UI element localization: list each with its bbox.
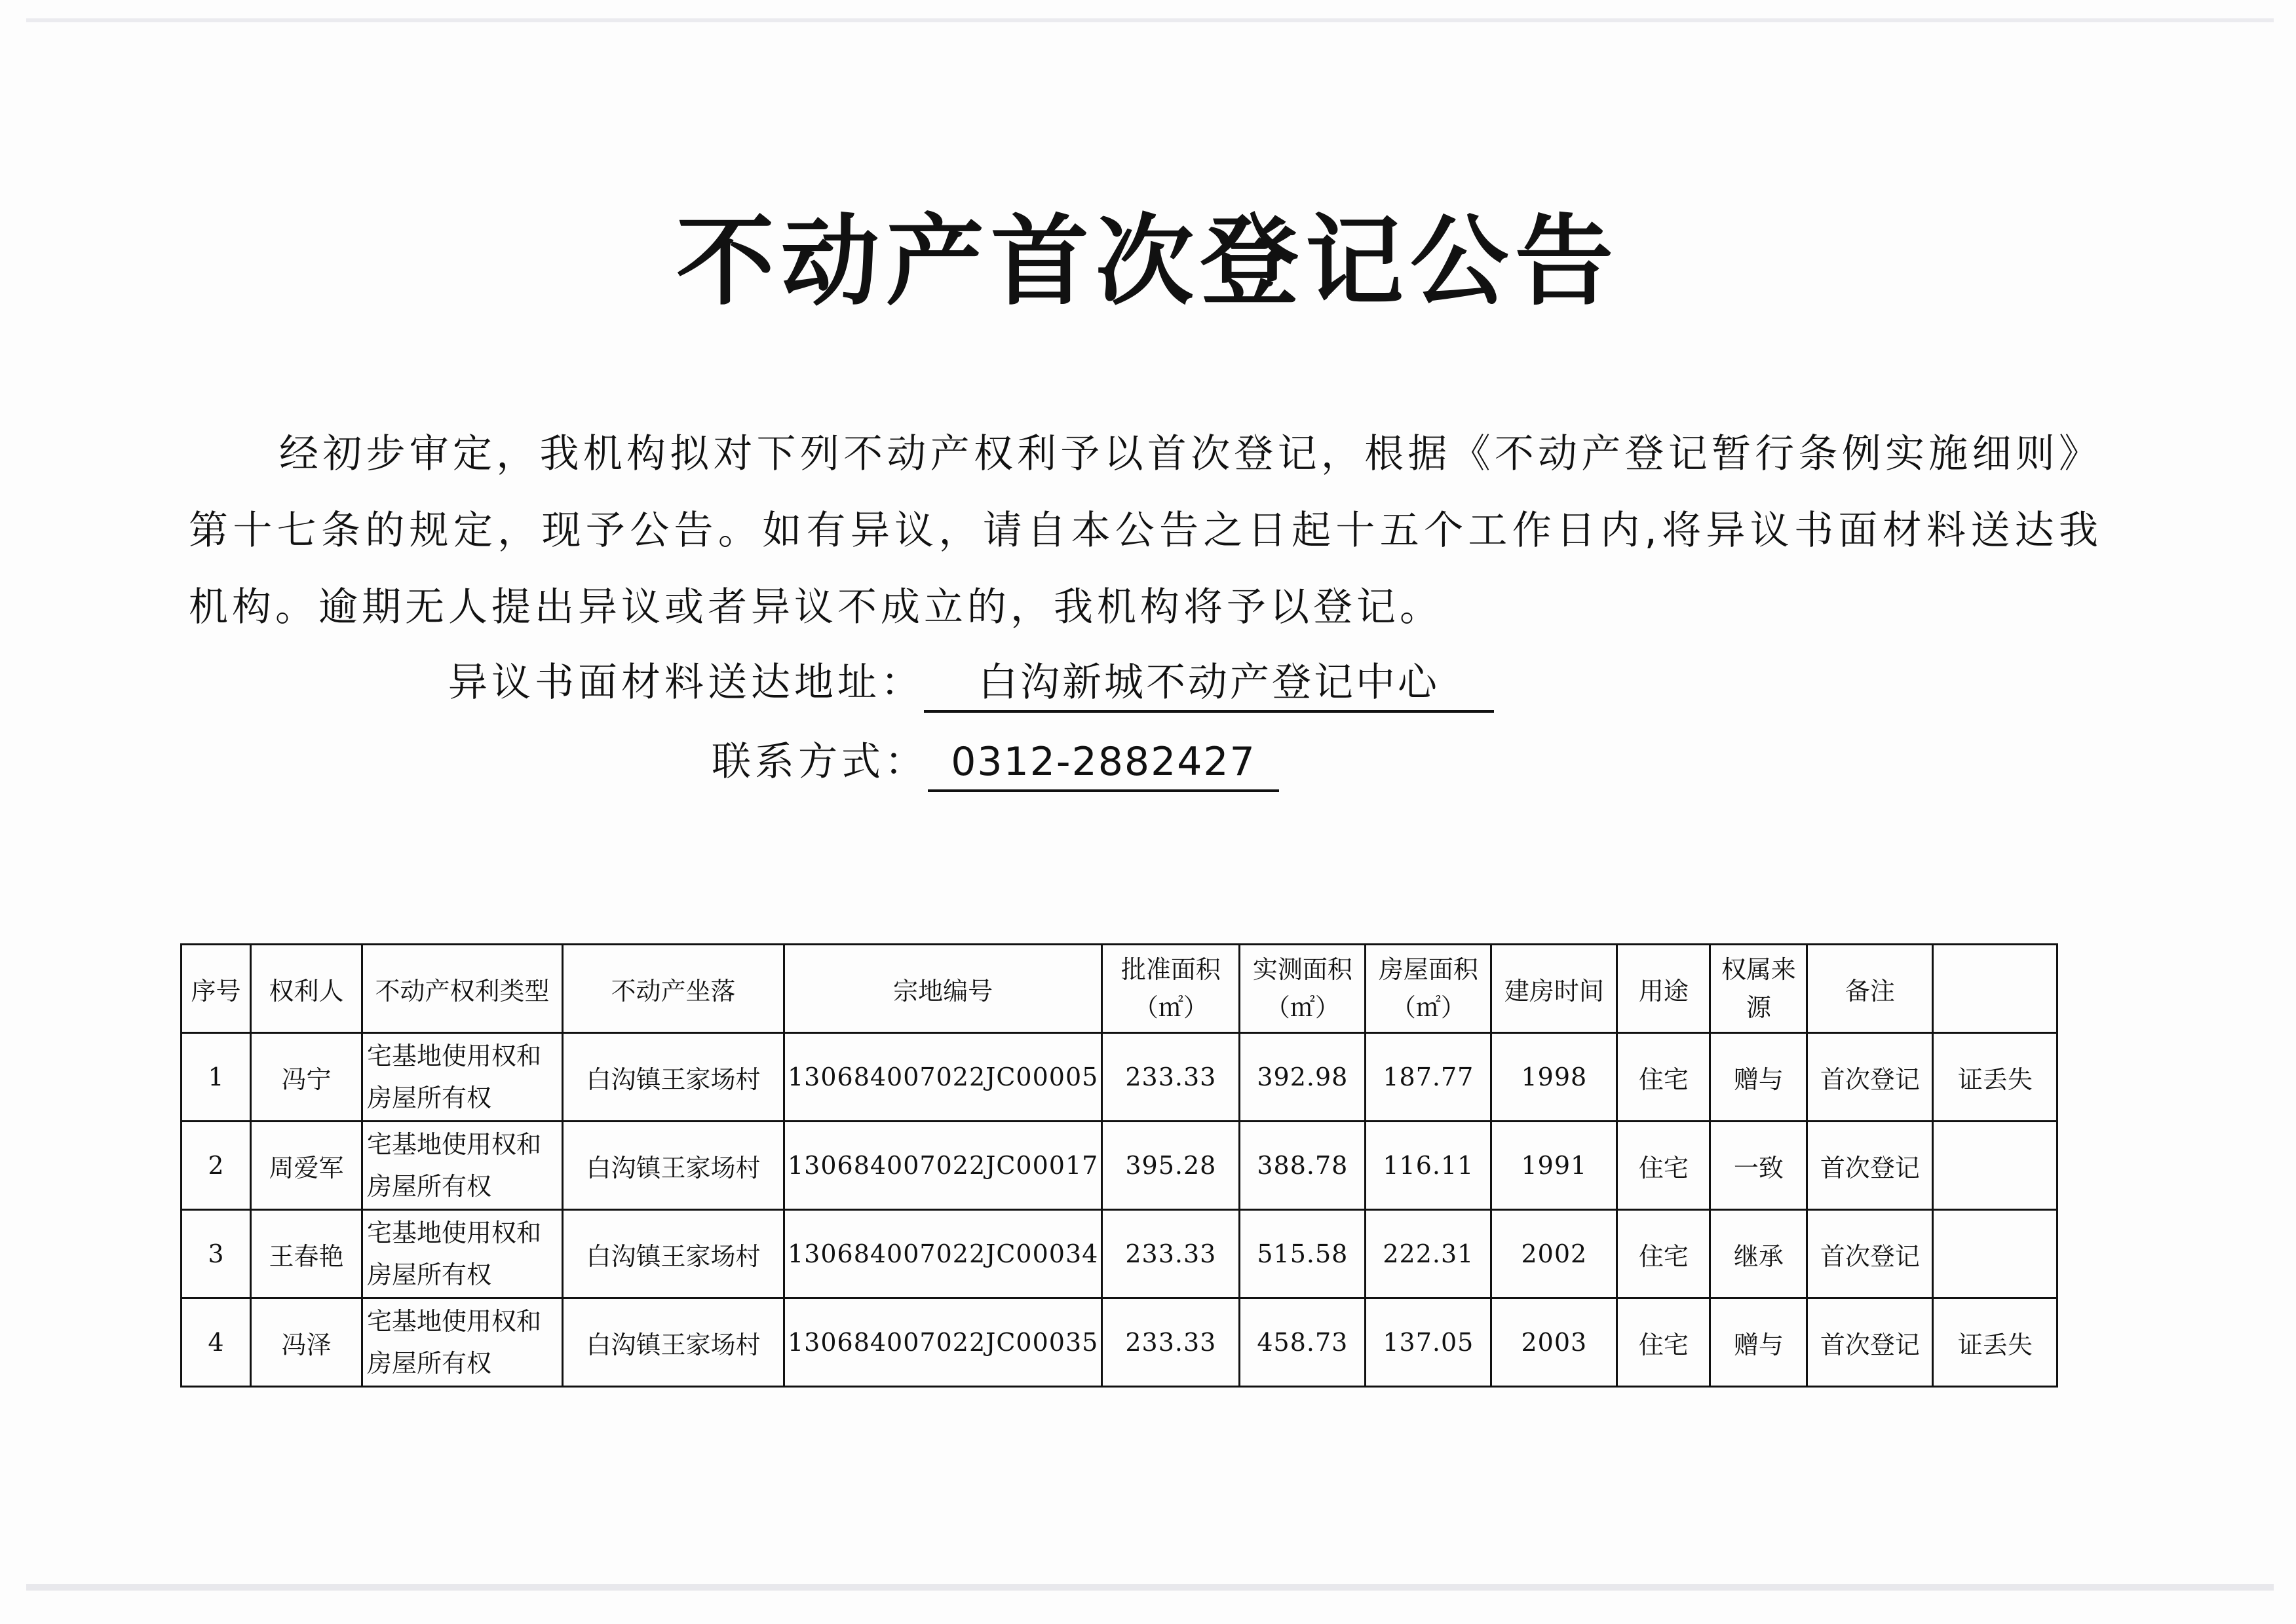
cell-extra xyxy=(1933,1122,2057,1210)
cell-house-area: 187.77 xyxy=(1366,1033,1491,1122)
cell-usage: 住宅 xyxy=(1617,1033,1710,1122)
cell-remark: 首次登记 xyxy=(1807,1122,1933,1210)
header-approved-area xyxy=(1102,945,1240,1033)
table-body xyxy=(182,1033,2057,1387)
table-row xyxy=(182,1210,2057,1298)
cell-ownership-source: 继承 xyxy=(1710,1210,1807,1298)
cell-remark: 首次登记 xyxy=(1807,1298,1933,1387)
table-header-row xyxy=(182,945,2057,1033)
header-house-area xyxy=(1366,945,1491,1033)
cell-seq: 1 xyxy=(182,1033,251,1122)
cell-house-area: 137.05 xyxy=(1366,1298,1491,1387)
cell-seq: 2 xyxy=(182,1122,251,1210)
cell-measured-area: 388.78 xyxy=(1240,1122,1366,1210)
cell-usage: 住宅 xyxy=(1617,1298,1710,1387)
header-ownership-source: 权属来源 xyxy=(1710,945,1807,1033)
table-row xyxy=(182,1298,2057,1387)
cell-owner: 王春艳 xyxy=(251,1210,362,1298)
header-build-year: 建房时间 xyxy=(1491,945,1617,1033)
cell-measured-area: 392.98 xyxy=(1240,1033,1366,1122)
cell-measured-area: 458.73 xyxy=(1240,1298,1366,1387)
objection-address-value: 白沟新城不动产登记中心 xyxy=(924,655,1494,713)
cell-location: 白沟镇王家场村 xyxy=(563,1210,784,1298)
cell-parcel-no: 130684007022JC00017 xyxy=(784,1122,1102,1210)
cell-extra: 证丢失 xyxy=(1933,1298,2057,1387)
cell-extra xyxy=(1933,1210,2057,1298)
cell-right-type: 宅基地使用权和房屋所有权 xyxy=(362,1210,563,1298)
table-row xyxy=(182,1122,2057,1210)
cell-build-year: 1991 xyxy=(1491,1122,1617,1210)
cell-approved-area: 233.33 xyxy=(1102,1298,1240,1387)
cell-build-year: 2002 xyxy=(1491,1210,1617,1298)
cell-approved-area: 233.33 xyxy=(1102,1210,1240,1298)
cell-house-area: 116.11 xyxy=(1366,1122,1491,1210)
cell-parcel-no: 130684007022JC00005 xyxy=(784,1033,1102,1122)
header-parcel-no: 宗地编号 xyxy=(784,945,1102,1033)
objection-address-row xyxy=(448,653,1494,713)
cell-parcel-no: 130684007022JC00035 xyxy=(784,1298,1102,1387)
objection-address-label: 异议书面材料送达地址： xyxy=(448,660,924,706)
header-remark: 备注 xyxy=(1807,945,1933,1033)
contact-value: 0312-2882427 xyxy=(928,734,1279,792)
header-house-area-label: 房屋面积 xyxy=(1378,955,1478,984)
cell-ownership-source: 赠与 xyxy=(1710,1298,1807,1387)
cell-remark: 首次登记 xyxy=(1807,1033,1933,1122)
page-title: 不动产首次登记公告 xyxy=(676,205,1620,319)
scan-edge-top xyxy=(26,18,2274,22)
header-owner: 权利人 xyxy=(251,945,362,1033)
cell-ownership-source: 一致 xyxy=(1710,1122,1807,1210)
registration-table xyxy=(180,943,2058,1388)
header-extra xyxy=(1933,945,2057,1033)
contact-label: 联系方式： xyxy=(712,739,928,785)
cell-approved-area: 395.28 xyxy=(1102,1122,1240,1210)
cell-right-type: 宅基地使用权和房屋所有权 xyxy=(362,1033,563,1122)
cell-build-year: 1998 xyxy=(1491,1033,1617,1122)
cell-location: 白沟镇王家场村 xyxy=(563,1033,784,1122)
header-measured-area xyxy=(1240,945,1366,1033)
cell-usage: 住宅 xyxy=(1617,1122,1710,1210)
cell-owner: 周爱军 xyxy=(251,1122,362,1210)
cell-right-type: 宅基地使用权和房屋所有权 xyxy=(362,1298,563,1387)
cell-right-type: 宅基地使用权和房屋所有权 xyxy=(362,1122,563,1210)
header-usage: 用途 xyxy=(1617,945,1710,1033)
header-location: 不动产坐落 xyxy=(563,945,784,1033)
cell-parcel-no: 130684007022JC00034 xyxy=(784,1210,1102,1298)
contact-row xyxy=(712,732,1279,792)
header-approved-area-unit: （㎡） xyxy=(1133,993,1208,1022)
cell-owner: 冯泽 xyxy=(251,1298,362,1387)
announcement-paragraph: 经初步审定，我机构拟对下列不动产权利予以首次登记，根据《不动产登记暂行条例实施细则》第十七条的规定，现予公告。如有异议，请自本公告之日起十五个工作日内,将异议书面材料送达我机构。逾期无人提出异议或者异议不成立的，我机构将予以登记。 xyxy=(189,431,2102,630)
cell-seq: 3 xyxy=(182,1210,251,1298)
cell-usage: 住宅 xyxy=(1617,1210,1710,1298)
header-right-type: 不动产权利类型 xyxy=(362,945,563,1033)
cell-ownership-source: 赠与 xyxy=(1710,1033,1807,1122)
cell-location: 白沟镇王家场村 xyxy=(563,1122,784,1210)
cell-owner: 冯宁 xyxy=(251,1033,362,1122)
cell-measured-area: 515.58 xyxy=(1240,1210,1366,1298)
header-house-area-unit: （㎡） xyxy=(1390,993,1466,1022)
table-row xyxy=(182,1033,2057,1122)
cell-location: 白沟镇王家场村 xyxy=(563,1298,784,1387)
header-approved-area-label: 批准面积 xyxy=(1120,955,1221,984)
cell-approved-area: 233.33 xyxy=(1102,1033,1240,1122)
scan-edge-bottom xyxy=(26,1584,2274,1591)
header-measured-area-unit: （㎡） xyxy=(1265,993,1340,1022)
cell-seq: 4 xyxy=(182,1298,251,1387)
header-seq: 序号 xyxy=(182,945,251,1033)
cell-build-year: 2003 xyxy=(1491,1298,1617,1387)
cell-extra: 证丢失 xyxy=(1933,1033,2057,1122)
header-measured-area-label: 实测面积 xyxy=(1252,955,1352,984)
cell-house-area: 222.31 xyxy=(1366,1210,1491,1298)
cell-remark: 首次登记 xyxy=(1807,1210,1933,1298)
